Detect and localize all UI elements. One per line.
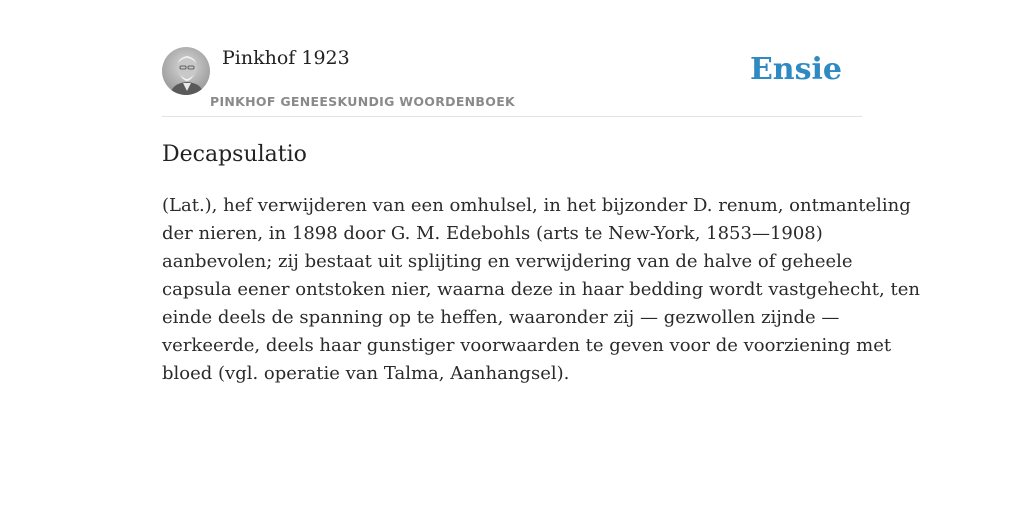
definition-line: einde deels de spanning op te heffen, waaronder zij — gezwollen zijnde — [162,307,840,328]
source-header [162,46,862,117]
definition-line: verkeerde, deels haar gunstiger voorwaarden te geven voor de voorziening met [162,335,892,356]
source-title[interactable]: Pinkhof 1923 [222,47,350,69]
ensie-logo[interactable]: Ensie [749,52,842,87]
entry-term: Decapsulatio [162,142,307,167]
source-subtitle: PINKHOF GENEESKUNDIG WOORDENBOEK [210,94,516,109]
definition-line: capsula eener ontstoken nier, waarna deze in haar bedding wordt vastgehecht, ten [162,279,920,300]
definition-line: bloed (vgl. operatie van Talma, Aanhangsel). [162,363,570,384]
author-avatar[interactable] [162,47,210,95]
definition-line: der nieren, in 1898 door G. M. Edebohls (arts te New-York, 1853—1908) [162,223,823,244]
entry-definition [162,192,920,388]
definition-line: aanbevolen; zij bestaat uit splijting en verwijdering van de halve of geheele [162,251,853,272]
portrait-photo-icon [162,47,210,95]
definition-line: (Lat.), hef verwijderen van een omhulsel, in het bijzonder D. renum, ontmanteling [162,195,911,216]
